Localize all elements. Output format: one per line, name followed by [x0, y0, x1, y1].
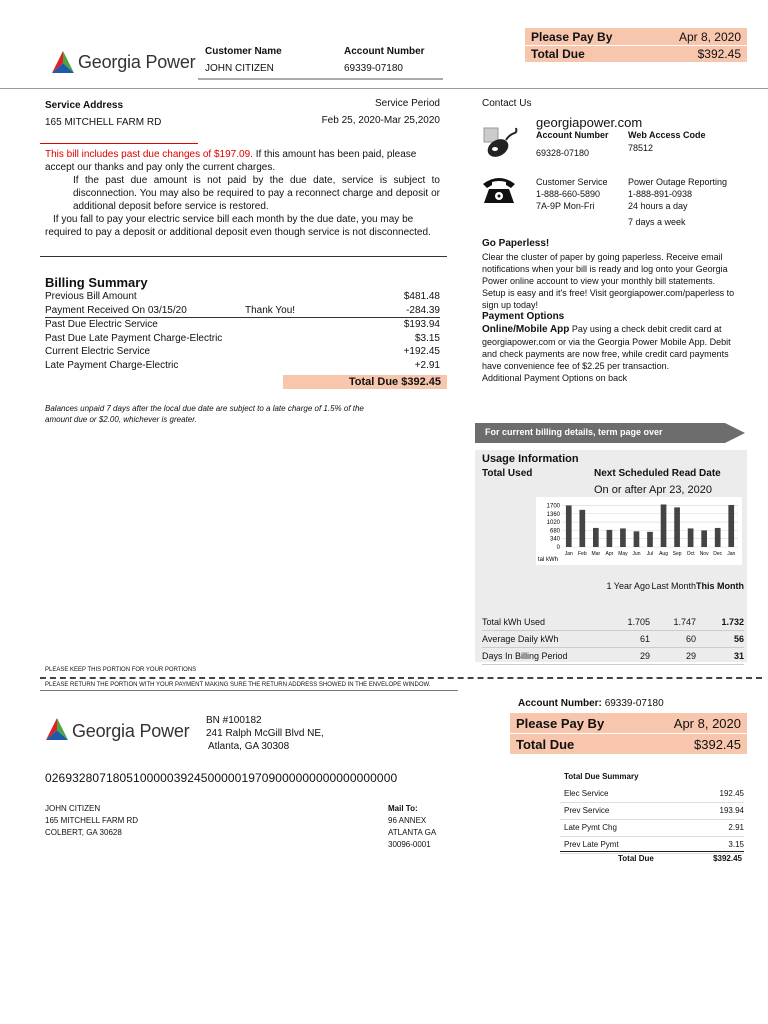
header-divider	[198, 78, 443, 80]
usage-bar	[688, 528, 694, 547]
return-rule	[40, 690, 458, 691]
tear-line[interactable]	[40, 677, 762, 679]
usage-row-label: Total kWh Used	[482, 617, 546, 627]
summary-row-value: 193.94	[719, 806, 744, 815]
chart-xtick-label: Jul	[646, 551, 654, 557]
chart-xtick-label: Jan	[727, 551, 736, 557]
chart-ytick-label: 340	[549, 536, 560, 543]
chart-xtick-label: Aug	[659, 551, 668, 557]
usage-last-month: 1.747	[673, 617, 696, 627]
paperless-signup: Setup is easy and it's free! Visit georgiapower.com/paperless to sign up today!	[482, 288, 735, 310]
billing-row-note	[245, 290, 345, 304]
mail-to-line3: 30096-0001	[388, 840, 431, 849]
total-due-summary-rows	[560, 786, 744, 854]
summary-row-value: 2.91	[728, 823, 744, 832]
billing-row-label: Current Electric Service	[45, 346, 151, 358]
utility-addr1: 241 Ralph McGill Blvd NE,	[206, 728, 324, 739]
outage-block	[628, 176, 727, 228]
usage-bar	[715, 528, 721, 547]
summary-total-rule	[560, 851, 744, 852]
please-pay-by-label: Please Pay By	[531, 29, 613, 44]
payment-scanline: 0269328071805100000392450000019709000000000000000000	[45, 771, 398, 785]
total-used-label: Total Used	[482, 468, 533, 479]
customer-name-label: Customer Name	[205, 46, 282, 57]
account-number: 69339-07180	[344, 63, 403, 74]
chart-ytick-label: 0	[556, 545, 560, 551]
customer-address-block	[45, 803, 138, 839]
stub-brand-name: Georgia Power	[72, 721, 190, 741]
billing-row-label: Late Payment Charge-Electric	[45, 359, 179, 371]
brand-name: Georgia Power	[78, 52, 196, 72]
usage-table	[482, 580, 744, 665]
mail-to-line1: 96 ANNEX	[388, 816, 427, 825]
usage-table-header	[482, 580, 744, 610]
chart-xtick-label: May	[618, 551, 628, 557]
stub-total-due-label: Total Due	[516, 736, 575, 752]
billing-row-value: $3.15	[414, 332, 440, 344]
billing-details-banner	[475, 423, 745, 443]
usage-this-month: 31	[733, 651, 744, 661]
next-read-date: On or after Apr 23, 2020	[594, 484, 713, 496]
usage-bar	[728, 505, 734, 547]
customer-service-hours: 7A-9P Mon-Fri	[536, 201, 595, 211]
paperless-title: Go Paperless!	[482, 238, 550, 249]
usage-year-ago: 61	[639, 634, 650, 644]
stub-brand-logo	[44, 716, 204, 742]
usage-last-month: 29	[685, 651, 696, 661]
mail-to-line2: ATLANTA GA	[388, 828, 437, 837]
billing-row-note	[245, 318, 345, 332]
chart-ytick-label: 680	[549, 528, 560, 535]
chart-xtick-label: Dec	[713, 551, 723, 557]
contact-account: 69328-07180	[536, 148, 590, 158]
chart-ytick-label: 1020	[546, 520, 560, 527]
utility-address-block	[206, 714, 324, 753]
usage-bar-chart	[536, 497, 742, 565]
summary-row	[560, 820, 744, 837]
billing-summary-title: Billing Summary	[45, 275, 148, 290]
billing-row-value: $193.94	[403, 319, 440, 331]
customer-name: JOHN CITIZEN	[205, 63, 274, 74]
customer-mail-addr1: 165 MITCHELL FARM RD	[45, 816, 139, 825]
notice-divider	[40, 256, 447, 257]
customer-service-label: Customer Service	[536, 177, 608, 187]
total-due-box	[525, 45, 747, 62]
keep-portion-note: PLEASE KEEP THIS PORTION FOR YOUR PORTIONS	[45, 667, 197, 673]
outage-days: 7 days a week	[628, 217, 686, 227]
total-due-amount: $392.45	[697, 47, 741, 61]
outage-hours: 24 hours a day	[628, 201, 688, 211]
billing-row-label: Past Due Late Payment Charge-Electric	[45, 332, 223, 344]
billing-row	[45, 304, 440, 318]
notice-paragraph-1: This bill includes past due changes of $197.09. If this amount has been paid, please accept our thanks and pay only the current charges.	[45, 149, 417, 173]
billing-row-note	[245, 359, 345, 373]
contact-website: georgiapower.com	[536, 115, 643, 130]
service-period: Feb 25, 2020-Mar 25,2020	[321, 115, 440, 126]
total-due-label: Total Due	[531, 47, 585, 61]
outage-label: Power Outage Reporting	[628, 177, 728, 187]
billing-row	[45, 359, 440, 373]
billing-row-value: -284.39	[406, 304, 440, 316]
please-pay-by-date: Apr 8, 2020	[678, 29, 741, 44]
usage-row-label: Average Daily kWh	[482, 634, 559, 644]
summary-total-amount: $392.45	[713, 854, 742, 863]
chart-ytick-label: 1360	[546, 511, 560, 518]
account-number-label: Account Number	[344, 46, 425, 57]
next-read-label: Next Scheduled Read Date	[594, 468, 721, 479]
paperless-text: Clear the cluster of paper by going paperless. Receive email notifications when your bill is ready and log onto your Georgia Power online account to view your monthly bill statements.	[482, 252, 728, 286]
summary-row-value: 3.15	[728, 840, 744, 849]
chart-xtick-label: Mar	[591, 551, 601, 557]
summary-total-label: Total Due	[618, 854, 654, 863]
notice-paragraph-2: If the past due amount is not paid by the due date, service is subject to disconnection. You may also be required to pay a reconnect charge and deposit or additional deposit before service is restored.	[73, 175, 440, 212]
billing-row-note: Thank You!	[245, 304, 296, 316]
usage-title: Usage Information	[482, 453, 579, 465]
return-portion-note: PLEASE RETURN THE PORTION WITH YOUR PAYMENT MAKING SURE THE RETURN ADDRESS SHOWED IN THE ENVELOPE WINDOW.	[45, 682, 431, 688]
payment-options-title: Payment Options	[482, 311, 565, 322]
billing-row	[45, 317, 440, 332]
usage-bar	[620, 528, 626, 547]
service-period-label: Service Period	[374, 98, 440, 109]
chart-xtick-label: Sep	[672, 551, 682, 557]
summary-row-label: Prev Service	[564, 806, 610, 815]
mail-to-label: Mail To:	[388, 804, 418, 813]
stub-account	[518, 698, 664, 709]
usage-bar	[566, 505, 572, 547]
usage-row-label: Days In Billing Period	[482, 651, 568, 661]
usage-this-month: 1.732	[721, 617, 744, 627]
billing-row-value: $481.48	[403, 291, 440, 302]
billing-total-due: Total Due $392.45	[283, 375, 447, 389]
chart-xtick-label: Apr	[605, 551, 614, 557]
chart-xtick-label: Feb	[577, 551, 587, 557]
billing-row-label: Past Due Electric Service	[45, 319, 158, 331]
usage-year-ago: 1.705	[627, 617, 650, 627]
summary-row-label: Late Pymt Chg	[564, 823, 617, 832]
summary-row-label: Prev Late Pymt	[564, 840, 619, 849]
usage-bar	[634, 531, 640, 547]
notice-paragraph-3: If you fall to pay your electric service bill each month by the due date, you may be required to pay a deposit or additional deposit even though service is not disconnected.	[45, 214, 431, 238]
web-access-code: 78512	[628, 143, 654, 153]
georgia-power-logo-icon	[50, 49, 76, 75]
usage-row	[482, 614, 744, 631]
outage-phone: 1-888-891-0938	[628, 189, 693, 199]
banner-text: For current billing details, term page over	[485, 427, 663, 437]
stub-please-pay-by-date: Apr 8, 2020	[673, 715, 741, 731]
billing-row	[45, 332, 440, 346]
stub-account-label: Account Number:	[518, 698, 602, 709]
usage-bar	[701, 530, 707, 547]
online-app-label: Online/Mobile App	[482, 324, 570, 335]
summary-row-label: Elec Service	[564, 789, 609, 798]
total-due-summary-title: Total Due Summary	[564, 772, 639, 781]
col-this-month: This Month	[696, 581, 744, 591]
mouse-computer-icon	[482, 126, 522, 162]
online-app-text: Pay using a check debit credit card at georgiapower.com or via the Georgia Power Mobile App. Debit and check payments are now free, while credit card payments have convenience fee of $2.25 per transaction.	[482, 324, 731, 371]
customer-service-phone: 1-888-660-5890	[536, 189, 601, 199]
please-pay-by-box	[525, 28, 747, 45]
billing-row-label: Previous Bill Amount	[45, 291, 137, 302]
paperless-block	[482, 238, 747, 384]
stub-total-due-box	[510, 734, 747, 754]
web-access-code-label: Web Access Code	[628, 130, 706, 140]
summary-row	[560, 786, 744, 803]
brand-logo	[50, 49, 200, 75]
summary-row-value: 192.45	[719, 789, 744, 798]
chart-xtick-label: Nov	[699, 551, 709, 557]
stub-total-due-amount: $392.45	[694, 736, 741, 752]
stub-please-pay-by-label: Please Pay By	[516, 715, 605, 731]
usage-bar	[674, 507, 680, 547]
usage-this-month: 56	[733, 634, 744, 644]
utility-bn: BN #100182	[206, 715, 262, 726]
chart-ytick-label: 1700	[546, 503, 560, 510]
mail-to-block	[388, 803, 436, 851]
billing-row-value: +192.45	[403, 346, 440, 358]
customer-service-block	[536, 176, 608, 212]
billing-summary-rows	[45, 290, 440, 373]
billing-row	[45, 290, 440, 304]
telephone-icon	[480, 174, 518, 206]
stub-georgia-power-logo-icon	[44, 716, 70, 742]
service-address-label: Service Address	[45, 100, 124, 111]
chart-xtick-label: Jan	[564, 551, 573, 557]
usage-bar	[579, 510, 585, 547]
chart-xtick-label: Oct	[686, 551, 695, 557]
late-charge-footnote: Balances unpaid 7 days after the local due date are subject to a late charge of 1.5% of the amount due or $2.00, whichever is greater.	[45, 404, 364, 424]
notice-block	[45, 148, 440, 239]
col-last-month: Last Month	[651, 581, 696, 591]
contact-us-title: Contact Us	[482, 98, 532, 109]
contact-account-label: Account Number	[536, 130, 609, 140]
billing-row-label: Payment Received On 03/15/20	[45, 304, 187, 316]
stub-account-number: 69339-07180	[604, 698, 664, 709]
past-due-notice: This bill includes past due changes of $197.09.	[45, 149, 253, 160]
usage-last-month: 60	[685, 634, 696, 644]
usage-bar	[661, 504, 667, 547]
notice-rule	[40, 143, 198, 144]
chart-ylabel: tal kWh	[538, 557, 559, 563]
more-payment-options: Additional Payment Options on back	[482, 373, 628, 383]
col-year-ago: 1 Year Ago	[606, 581, 650, 591]
usage-bar	[647, 532, 653, 547]
usage-row	[482, 631, 744, 648]
stub-please-pay-by-box	[510, 713, 747, 733]
usage-bar	[593, 528, 599, 547]
usage-year-ago: 29	[639, 651, 650, 661]
customer-mail-addr2: COLBERT, GA 30628	[45, 828, 122, 837]
usage-bar	[607, 530, 613, 547]
billing-row-note	[245, 332, 345, 346]
usage-row	[482, 648, 744, 665]
billing-row-note	[245, 345, 345, 359]
chart-xtick-label: Jun	[632, 551, 641, 557]
page-divider	[0, 88, 768, 89]
billing-row-value: +2.91	[414, 359, 440, 371]
summary-row	[560, 803, 744, 820]
billing-row	[45, 345, 440, 359]
customer-mail-name: JOHN CITIZEN	[45, 804, 101, 813]
service-address: 165 MITCHELL FARM RD	[45, 117, 162, 128]
utility-addr2: Atlanta, GA 30308	[208, 741, 290, 752]
